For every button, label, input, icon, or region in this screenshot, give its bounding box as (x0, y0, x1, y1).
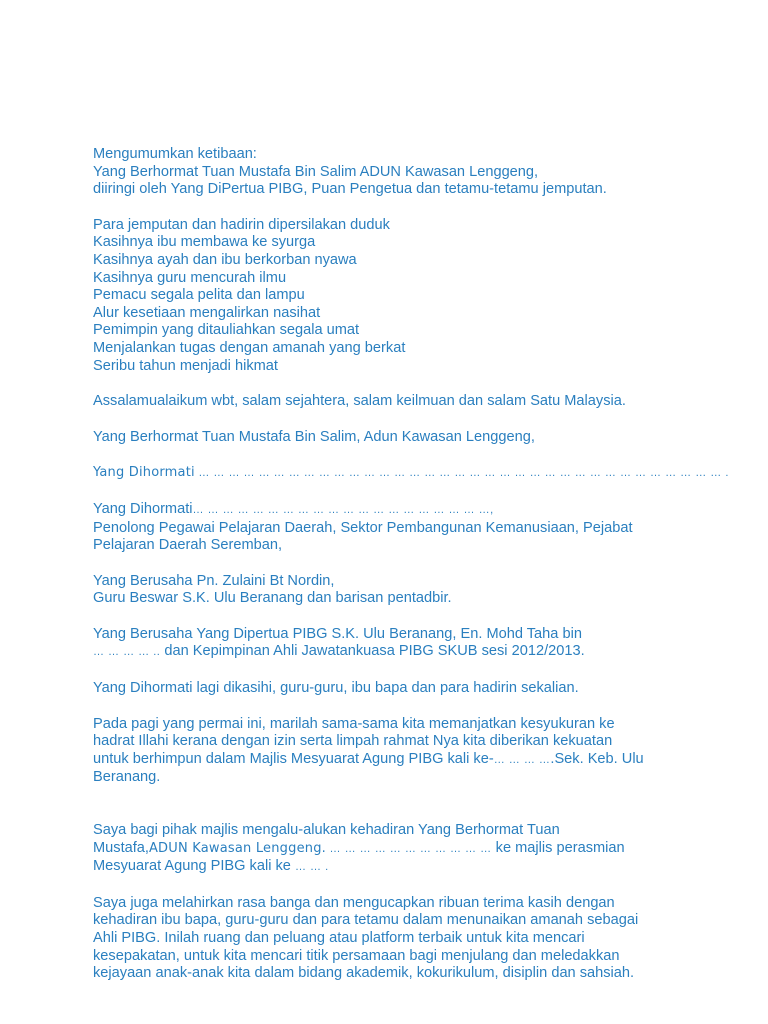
blank-dots: … … . (294, 861, 329, 874)
salutation-line (93, 643, 753, 662)
paragraph-line: kesepakatan, untuk kita mencari titik persamaan bagi menjulang dan meledakkan (93, 947, 620, 964)
pantun-line: Pemacu segala pelita dan lampu (93, 287, 305, 304)
paragraph-line: Beranang. (93, 769, 161, 786)
salutation-dihormati-1 (93, 464, 753, 483)
paragraph-alt-text: ADUN Kawasan Lenggeng. (148, 840, 326, 856)
paragraph-text: Mesyuarat Agung PIBG kali ke (93, 858, 295, 875)
blank-dots: … … … … … … … … … … … … … … … … … … … …, (192, 503, 494, 516)
salutation-dihormati-3 (93, 680, 753, 698)
paragraph-saya-2 (93, 895, 753, 983)
pantun (93, 217, 753, 375)
pantun-line: Menjalankan tugas dengan amanah yang berkat (93, 339, 406, 356)
pantun-line: Alur kesetiaan mengalirkan nasihat (93, 304, 321, 321)
paragraph-line: Pada pagi yang permai ini, marilah sama-sama kita memanjatkan kesyukuran ke (93, 715, 615, 732)
pantun-line: Kasihnya ayah dan ibu berkorban nyawa (93, 251, 357, 268)
salutation-line: Yang Berusaha Pn. Zulaini Bt Nordin, (93, 572, 335, 589)
paragraph-line: hadrat Illahi kerana dengan izin serta limpah rahmat Nya kita diberikan kekuatan (93, 733, 613, 750)
paragraph-line: kejayaan anak-anak kita dalam bidang akademik, kokurikulum, disiplin dan sahsiah. (93, 965, 635, 982)
blank-dots: … … … … … … … … … … … (326, 842, 492, 855)
paragraph-line (93, 840, 753, 859)
greeting (93, 393, 753, 411)
pantun-line: Para jemputan dan hadirin dipersilakan duduk (93, 216, 390, 233)
announcement (93, 146, 753, 199)
announcement-line: Yang Berhormat Tuan Mustafa Bin Salim ADUN Kawasan Lenggeng, (93, 163, 539, 180)
salutation-line (93, 501, 753, 520)
pantun-line: Pemimpin yang ditauliahkan segala umat (93, 322, 360, 339)
paragraph-line (93, 858, 753, 877)
paragraph-line: Ahli PIBG. Inilah ruang dan peluang atau platform terbaik untuk kita mencari (93, 930, 585, 946)
paragraph-line (93, 751, 753, 770)
salutation-berusaha-1 (93, 573, 753, 608)
blank-dots: … … … … .. (93, 646, 161, 659)
salutation-yb (93, 429, 753, 447)
announcement-line: Mengumumkan ketibaan: (93, 146, 257, 162)
salutation-text: dan Kepimpinan Ahli Jawatankuasa PIBG SKUB sesi 2012/2013. (160, 643, 585, 660)
salutation-dihormati-2 (93, 501, 753, 555)
salutation-label: Yang Dihormati (93, 500, 193, 517)
paragraph-pagi (93, 716, 753, 787)
salutation-berusaha-2 (93, 626, 753, 662)
salutation-label: Yang Dihormati (93, 465, 195, 481)
paragraph-text: Mustafa, (93, 839, 149, 856)
salutation-line: Pelajaran Daerah Seremban, (93, 537, 283, 554)
paragraph-saya-1 (93, 822, 753, 877)
paragraph-line: Saya juga melahirkan rasa banga dan mengucapkan ribuan terima kasih dengan (93, 894, 615, 911)
paragraph-text: untuk berhimpun dalam Majlis Mesyuarat Agung PIBG kali ke- (93, 750, 494, 767)
salutation-line: Yang Berhormat Tuan Mustafa Bin Salim, Adun Kawasan Lenggeng, (93, 428, 535, 445)
salutation-line: Penolong Pegawai Pelajaran Daerah, Sektor Pembangunan Kemanusiaan, Pejabat (93, 519, 633, 536)
blank-dots: … … … … (493, 753, 551, 766)
pantun-line: Kasihnya ibu membawa ke syurga (93, 234, 316, 251)
paragraph-line: kehadiran ibu bapa, guru-guru dan para tetamu dalam menunaikan amanah sebagai (93, 912, 639, 929)
salutation-line: Yang Dihormati lagi dikasihi, guru-guru, ibu bapa dan para hadirin sekalian. (93, 680, 579, 697)
pantun-line: Seribu tahun menjadi hikmat (93, 357, 278, 374)
salutation-line: Guru Beswar S.K. Ulu Beranang dan barisan pentadbir. (93, 590, 452, 607)
paragraph-text: .Sek. Keb. Ulu (550, 750, 644, 767)
paragraph-line: Saya bagi pihak majlis mengalu-alukan kehadiran Yang Berhormat Tuan (93, 822, 560, 839)
document-page (93, 146, 753, 1001)
paragraph-text: ke majlis perasmian (491, 839, 625, 856)
blank-dots: … … … … … … … … … … … … … … … … … … … … … … … … … … … … … … … … … … … . (194, 467, 729, 480)
greeting-line: Assalamualaikum wbt, salam sejahtera, salam keilmuan dan salam Satu Malaysia. (93, 393, 626, 410)
pantun-line: Kasihnya guru mencurah ilmu (93, 269, 287, 286)
salutation-line (93, 464, 753, 483)
announcement-line: diiringi oleh Yang DiPertua PIBG, Puan Pengetua dan tetamu-tetamu jemputan. (93, 181, 607, 198)
salutation-line: Yang Berusaha Yang Dipertua PIBG S.K. Ulu Beranang, En. Mohd Taha bin (93, 625, 582, 642)
